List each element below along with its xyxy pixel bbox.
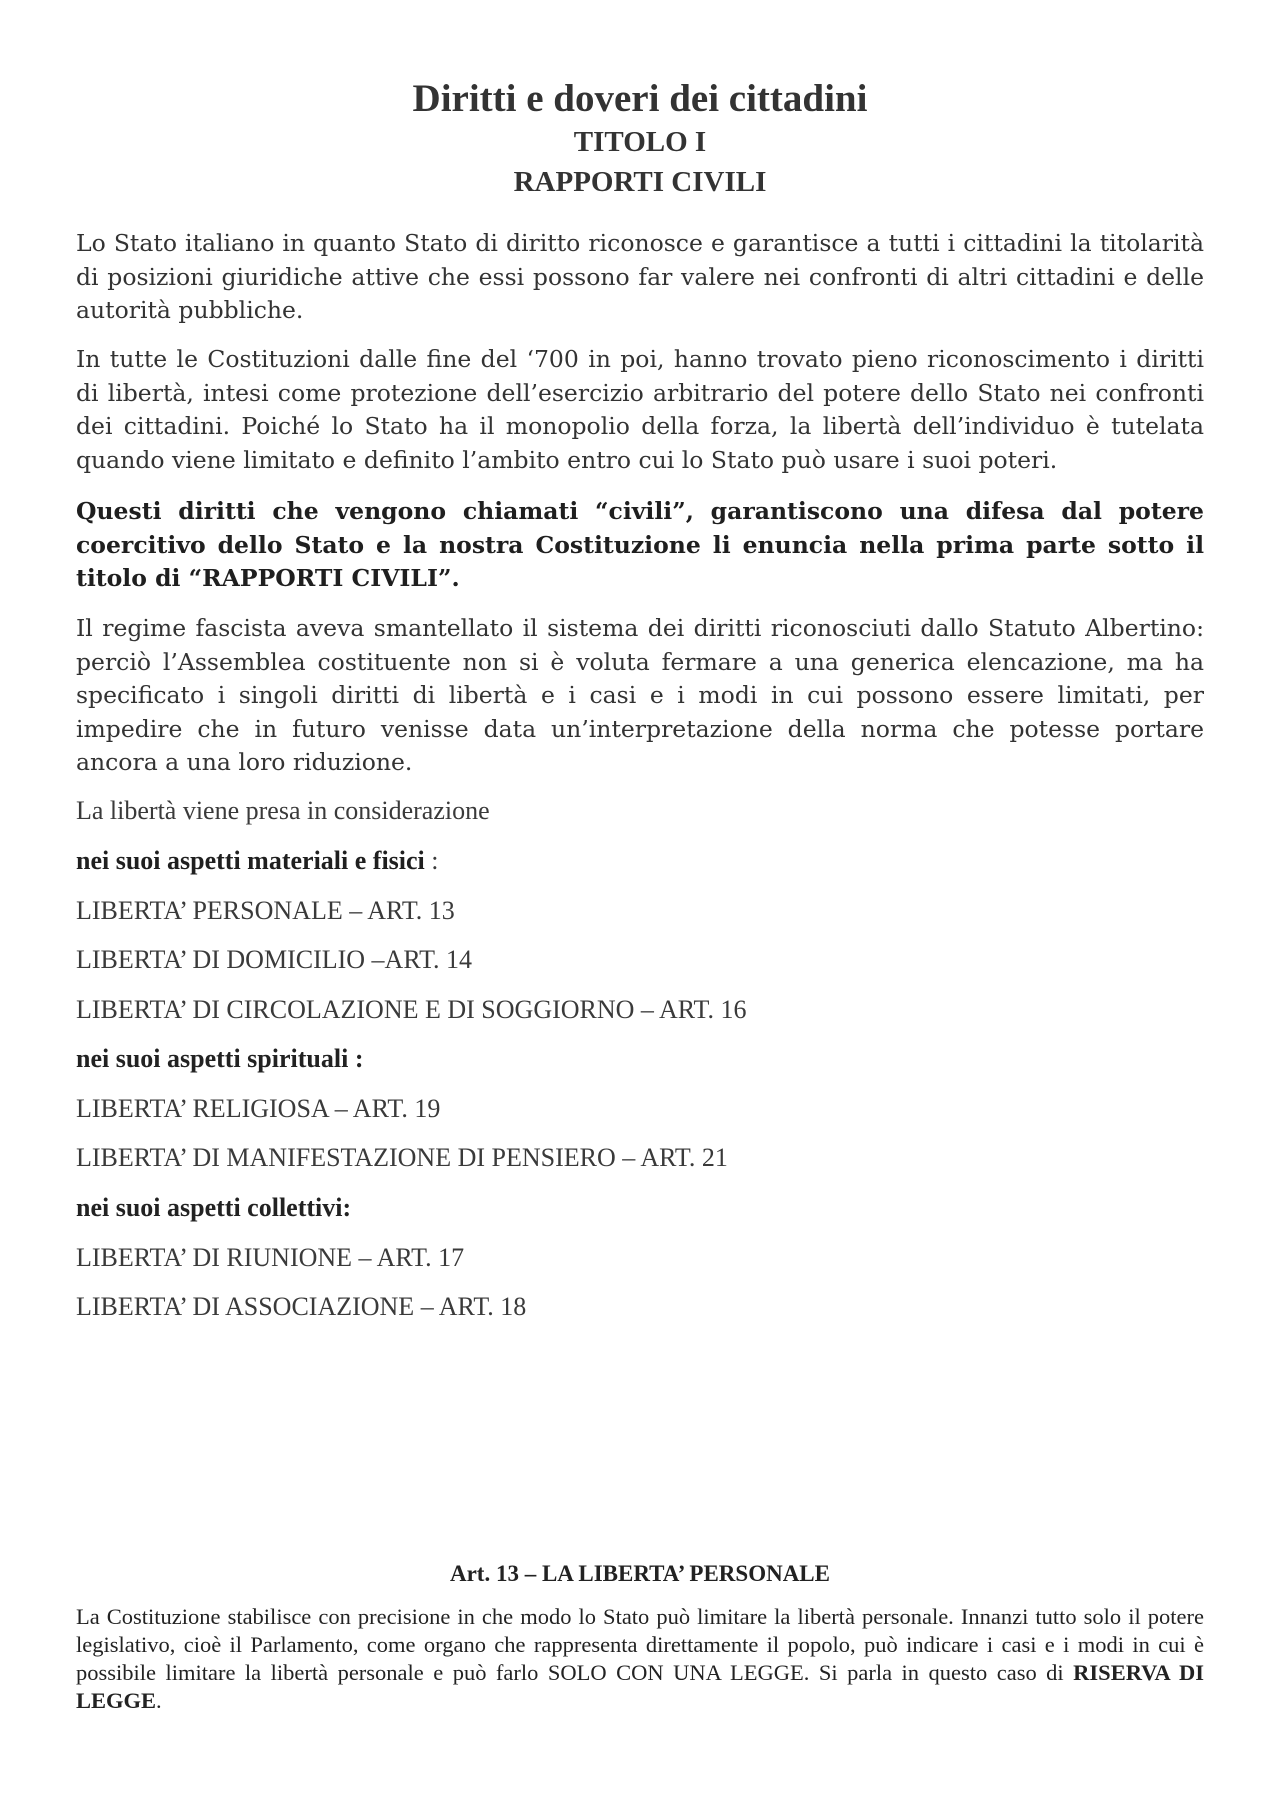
document-title: Diritti e doveri dei cittadini — [412, 77, 868, 120]
list-item-liberta-riunione: LIBERTA’ DI RIUNIONE – ART. 17 — [76, 1243, 465, 1272]
article-text: La Costituzione stabilisce con precisione in che modo lo Stato può limitare la libertà personale. Innanzi tutto solo il potere legislativo, cioè il Parlamento, come organo che rappresenta direttamente il popolo, può indicare i casi e i modi in cui è possibile limitare la libertà personale e può farlo SOLO CON UNA LEGGE. Si parla in questo caso di — [76, 1604, 1204, 1685]
paragraph-costituzioni: In tutte le Costituzioni dalle fine del ‘700 in poi, hanno trovato pieno riconoscimento i diritti di libertà, intesi come protezione dell’esercizio arbitrario del potere dello Stato nei confronti dei cittadini. Poiché lo Stato ha il monopolio della forza, la libertà dell’individuo è tutelata quando viene limitato e definito l’ambito entro cui lo Stato può usare i suoi poteri. — [76, 345, 1204, 474]
heading-aspetti-collettivi: nei suoi aspetti collettivi: — [76, 1193, 352, 1222]
list-item-liberta-domicilio: LIBERTA’ DI DOMICILIO –ART. 14 — [76, 945, 473, 974]
article-period: . — [156, 1688, 162, 1713]
paragraph-regime-fascista: Il regime fascista aveva smantellato il sistema dei diritti riconosciuti dallo Statuto Albertino: perciò l’Assemblea costituente non si è voluta fermare a una generica elencazione, ma ha specificato i singoli diritti di libertà e i casi e i modi in cui possono essere limitati, per impedire che in futuro venisse data un’interpretazione della norma che potesse portare ancora a una loro riduzione. — [76, 614, 1204, 776]
paragraph-diritti-civili: Questi diritti che vengono chiamati “civili”, garantiscono una difesa dal potere coercitivo dello Stato e la nostra Costituzione li enuncia nella prima parte sotto il titolo di “RAPPORTI CIVILI”. — [76, 497, 1204, 592]
article-riserva-di-legge: RISERVA DI LEGGE — [76, 1660, 1204, 1713]
list-item-liberta-personale: LIBERTA’ PERSONALE – ART. 13 — [76, 896, 455, 925]
document-subtitle-rapporti: RAPPORTI CIVILI — [513, 166, 767, 198]
document-subtitle-titolo: TITOLO I — [573, 126, 707, 158]
heading-aspetti-spirituali: nei suoi aspetti spirituali : — [76, 1044, 364, 1073]
heading-aspetti-materiali-label: nei suoi aspetti materiali e fisici — [76, 846, 425, 875]
heading-aspetti-materiali-colon: : — [424, 846, 439, 875]
article-heading: Art. 13 – LA LIBERTA’ PERSONALE — [449, 1561, 830, 1586]
paragraph-intro: Lo Stato italiano in quanto Stato di diritto riconosce e garantisce a tutti i cittadini la titolarità di posizioni giuridiche attive che essi possono far valere nei confronti di altri cittadini e delle autorità pubbliche. — [76, 229, 1204, 324]
list-item-liberta-pensiero: LIBERTA’ DI MANIFESTAZIONE DI PENSIERO – ART. 21 — [76, 1143, 728, 1172]
heading-aspetti-materiali — [76, 846, 439, 876]
list-item-liberta-religiosa: LIBERTA’ RELIGIOSA – ART. 19 — [76, 1094, 441, 1123]
article-paragraph — [76, 1603, 1204, 1715]
list-item-liberta-circolazione: LIBERTA’ DI CIRCOLAZIONE E DI SOGGIORNO – ART. 16 — [76, 995, 747, 1024]
intro-line: La libertà viene presa in considerazione — [76, 796, 490, 825]
list-item-liberta-associazione: LIBERTA’ DI ASSOCIAZIONE – ART. 18 — [76, 1292, 527, 1321]
